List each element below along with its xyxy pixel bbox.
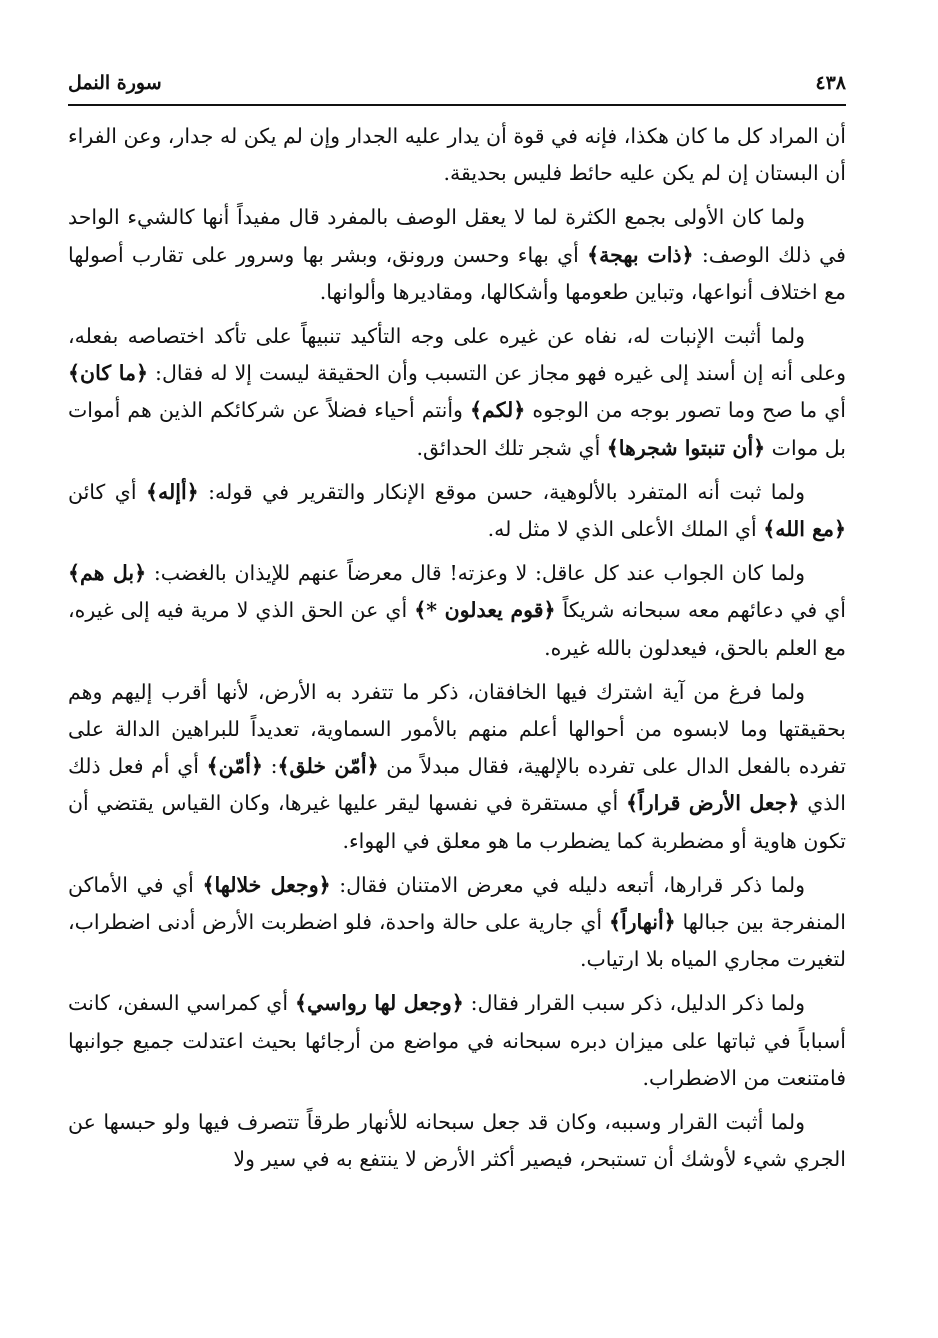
page-body bbox=[68, 118, 846, 1185]
paragraph bbox=[68, 318, 846, 467]
paragraph-text: وأنتم أحياء فضلاً عن شركائكم الذين هم أموات بل موات bbox=[68, 398, 846, 460]
paragraph bbox=[68, 867, 846, 979]
paragraph-text: أي شجر تلك الحدائق. bbox=[416, 435, 607, 460]
paragraph-text: ولما كان الجواب عند كل عاقل: لا وعزته! قال معرضاً عنهم للإيذان بالغضب: bbox=[146, 561, 805, 586]
quran-quote: ﴿ما كان﴾ bbox=[68, 361, 148, 386]
paragraph-text: أي كائن bbox=[68, 479, 147, 504]
quran-quote: ﴿أمّن﴾ bbox=[206, 754, 263, 779]
paragraph bbox=[68, 985, 846, 1097]
paragraph bbox=[68, 474, 846, 548]
paragraph bbox=[68, 555, 846, 667]
paragraph bbox=[68, 674, 846, 860]
paragraph-text: أي كمراسي السفن، كانت أسباباً في ثباتها على ميزان دبره سبحانه في مواضع من أرجائها بحيث اعتدلت جميع جوانبها فامتنعت من الاضطراب. bbox=[68, 991, 846, 1090]
paragraph-text: أن المراد كل ما كان هكذا، فإنه في قوة أن يدار عليه الجدار وإن لم يكن له جدار، وعن الفراء أن البستان إن لم يكن عليه حائط فليس بحديقة. bbox=[68, 124, 846, 186]
quran-quote: ﴿مع الله﴾ bbox=[763, 517, 846, 542]
quran-quote: ﴿ذات بهجة﴾ bbox=[587, 242, 694, 267]
paragraph bbox=[68, 199, 846, 311]
paragraph-text: ولما كان الأولى بجمع الكثرة لما لا يعقل الوصف بالمفرد قال مفيداً أنها كالشيء الواحد في ذلك الوصف: bbox=[68, 205, 846, 267]
paragraph-text: أي جارية على حالة واحدة، فلو اضطربت الأرض أدنى اضطراب، لتغيرت مجاري المياه بلا ارتياب. bbox=[68, 910, 846, 972]
page-header bbox=[68, 62, 846, 106]
quran-quote: ﴿جعل الأرض قراراً﴾ bbox=[625, 791, 800, 816]
paragraph-text: ولما ذكر الدليل، ذكر سبب القرار فقال: bbox=[463, 991, 806, 1016]
quran-quote: ﴿أنهاراً﴾ bbox=[608, 910, 676, 935]
paragraph-text: أي في الأماكن المنفرجة بين جبالها bbox=[68, 872, 846, 935]
page-number: ٤٣٨ bbox=[815, 72, 846, 94]
quran-quote: ﴿وجعل خلالها﴾ bbox=[202, 872, 331, 897]
paragraph-text: أي ما صح وما تصور بوجه من الوجوه bbox=[525, 398, 846, 423]
quran-quote: ﴿وجعل لها رواسي﴾ bbox=[294, 991, 464, 1016]
paragraph-text: ولما أثبت القرار وسببه، وكان قد جعل سبحانه للأنهار طرقاً تتصرف فيها ولو حبسها عن الجري شيء لأوشك أن تستبحر، فيصير أكثر الأرض لا ينتفع به في سير ولا bbox=[68, 1110, 846, 1172]
surah-title: سورة النمل bbox=[68, 72, 162, 94]
paragraph-text: أي الملك الأعلى الذي لا مثل له. bbox=[487, 517, 764, 542]
quran-quote: ﴿قوم يعدلون *﴾ bbox=[414, 598, 556, 623]
paragraph bbox=[68, 118, 846, 192]
paragraph-text: ولما ذكر قرارها، أتبعه دليله في معرض الامتنان فقال: bbox=[330, 872, 805, 897]
paragraph-text: أي مستقرة في نفسها ليقر عليها غيرها، وكان القياس يقتضي أن تكون هاوية أو مضطربة كما يضطرب ما هو معلق في الهواء. bbox=[68, 791, 846, 853]
paragraph-text: أي أم فعل ذلك الذي bbox=[68, 754, 846, 816]
quran-quote: ﴿بل هم﴾ bbox=[68, 561, 147, 586]
quran-quote: ﴿لكم﴾ bbox=[470, 398, 526, 423]
quran-quote: ﴿أن تنبتوا شجرها﴾ bbox=[606, 435, 766, 460]
paragraph-text: : bbox=[262, 754, 278, 779]
paragraph-text: ولما فرغ من آية اشترك فيها الخافقان، ذكر ما تتفرد به الأرض، لأنها أقرب إليهم وهم بحقيقتها وما لابسوه من أحوالها أعلم منهم بالأمور السماوية، تعديداً للبراهين الدالة على تفرده بالفعل الدال على تفرده بالإلهية، فقال مبدلاً من bbox=[68, 679, 847, 779]
quran-quote: ﴿أإله﴾ bbox=[146, 479, 199, 504]
quran-quote: ﴿أمّن خلق﴾ bbox=[277, 754, 379, 779]
paragraph-text: ولما ثبت أنه المتفرد بالألوهية، حسن موقع الإنكار والتقرير في قوله: bbox=[198, 479, 805, 504]
paragraph-text: أي في دعائهم معه سبحانه شريكاً bbox=[555, 598, 846, 623]
paragraph-text: ولما أثبت الإنبات له، نفاه عن غيره على وجه التأكيد تنبيهاً على تأكد اختصاصه بفعله، وعلى أنه إن أسند إلى غيره فهو مجاز عن التسبب وأن الحقيقة ليست إلا له فقال: bbox=[68, 324, 846, 386]
paragraph-text: أي عن الحق الذي لا مرية فيه إلى غيره، مع العلم بالحق، فيعدلون بالله غيره. bbox=[68, 598, 846, 660]
paragraph-text: أي بهاء وحسن ورونق، وبشر بها وسرور على تقارب أصولها مع اختلاف أنواعها، وتباين طعومها وأشكالها، ومقاديرها وألوانها. bbox=[68, 242, 846, 304]
paragraph bbox=[68, 1104, 846, 1178]
